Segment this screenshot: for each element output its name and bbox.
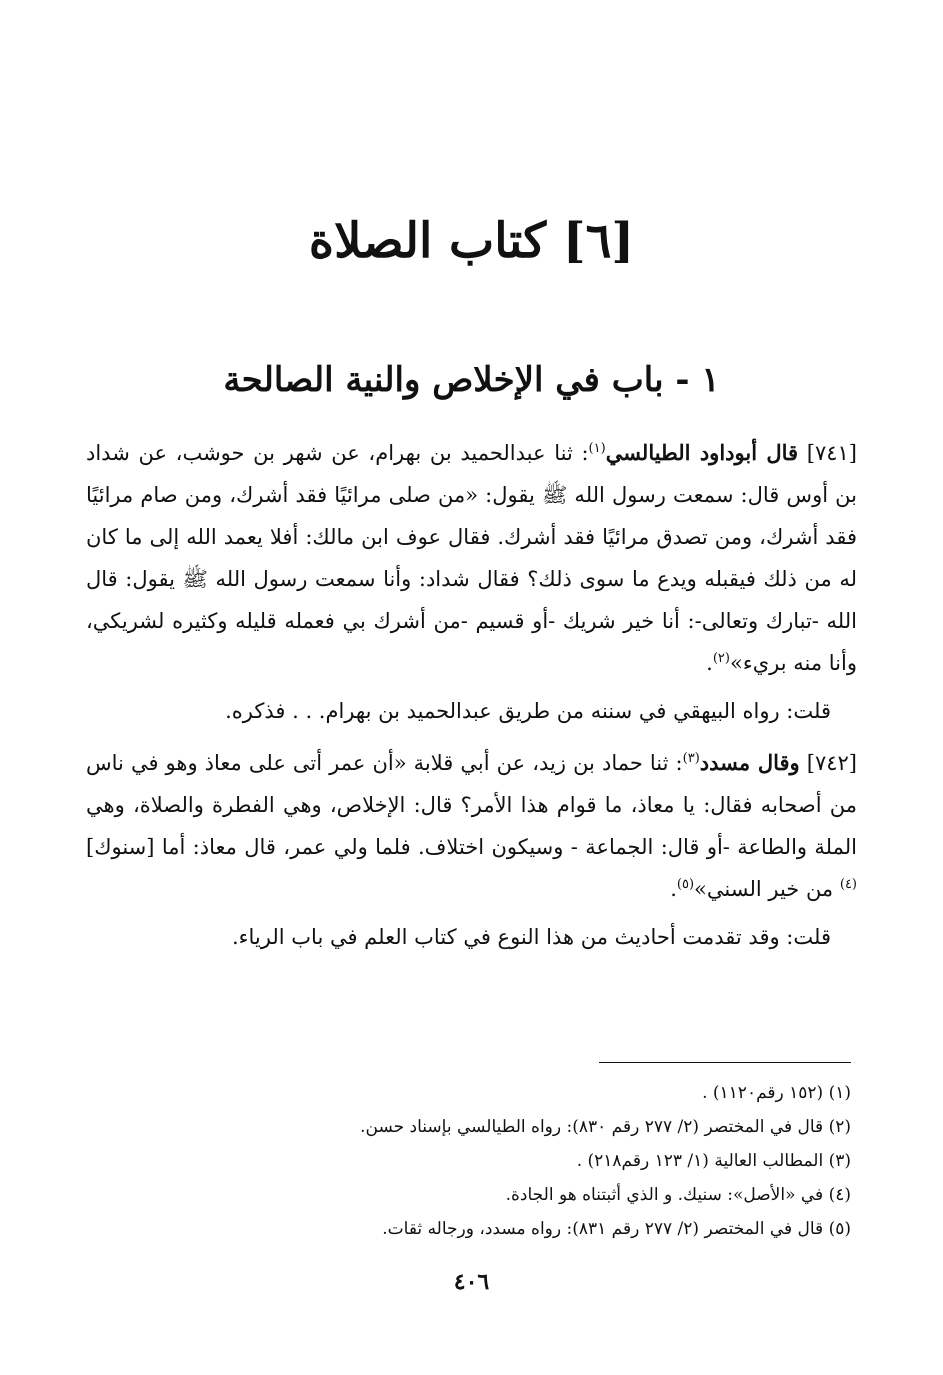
commentary: قلت: رواه البيهقي في سننه من طريق عبدالحميد بن بهرام. . . فذكره. (225, 699, 831, 723)
body-text (86, 432, 857, 968)
footnote-4: (٤) في «الأصل»: سنيك. و الذي أثبتناه هو الجادة. (505, 1185, 851, 1205)
page-number: ٤٠٦ (453, 1269, 490, 1295)
footnote-marker: (٤) (839, 877, 857, 892)
hadith-text: : ثنا حماد بن زيد، عن أبي قلابة «أن عمر أتى على معاذ وهو في ناس من أصحابه فقال: يا معاذ، ما قوام هذا الأمر؟ قال: الإخلاص، وهي الفطرة والصلاة، وهي الملة والطاعة -أو قال: الجماعة - وسيكون اختلاف. فلما ولي عمر، قال معاذ: أما [سنوك] (86, 751, 857, 859)
hadith-number: [٧٤٢] (806, 751, 857, 775)
commentary: قلت: وقد تقدمت أحاديث من هذا النوع في كتاب العلم في باب الرياء. (231, 925, 831, 949)
hadith-narrator: قال أبوداود الطيالسي (605, 440, 799, 465)
footnote-marker: (١) (588, 441, 606, 456)
footnote-marker: (٢) (712, 651, 730, 666)
chapter-title: ١ - باب في الإخلاص والنية الصالحة (223, 360, 720, 400)
hadith-text-middle: من خير السني» (694, 877, 840, 901)
hadith-741 (86, 432, 857, 684)
footnote-divider (599, 1062, 851, 1063)
footnote-2: (٢) قال في المختصر (٢/ ٢٧٧ رقم ٨٣٠): رواه الطيالسي بإسناد حسن. (360, 1117, 851, 1137)
hadith-text-end: . (706, 651, 713, 675)
hadith-742 (86, 742, 857, 910)
footnote-marker: (٥) (676, 877, 695, 892)
hadith-text: : ثنا عبدالحميد بن بهرام، عن شهر بن حوشب، عن شداد بن أوس قال: سمعت رسول الله ﷺ يقول: «من صلى مرائيًا فقد أشرك، ومن صام مرائيًا فقد أشرك، ومن تصدق مرائيًا فقد أشرك. فقال عوف ابن مالك: أفلا يعمد الله إلى ما كان له من ذلك فيقبله ويدع ما سوى ذلك؟ فقال شداد: وأنا سمعت رسول الله ﷺ يقول: قال الله -تبارك وتعالى-: أنا خير شريك -أو قسيم -من أشرك بي فعمله قليله وكثيره لشريكي، وأنا منه بريء» (86, 441, 857, 675)
book-title: [٦] كتاب الصلاة (308, 213, 635, 269)
footnote-marker: (٣) (682, 751, 700, 766)
footnote-5: (٥) قال في المختصر (٢/ ٢٧٧ رقم ٨٣١): رواه مسدد، ورجاله ثقات. (382, 1219, 851, 1239)
hadith-number: [٧٤١] (806, 441, 857, 465)
hadith-text-end: . (670, 877, 677, 901)
footnote-1: (١) (١٥٢ رقم١١٢٠) . (702, 1083, 851, 1103)
footnote-3: (٣) المطالب العالية (١/ ١٢٣ رقم٢١٨) . (576, 1151, 851, 1171)
footnotes (86, 1076, 851, 1246)
hadith-narrator: وقال مسدد (699, 750, 800, 775)
